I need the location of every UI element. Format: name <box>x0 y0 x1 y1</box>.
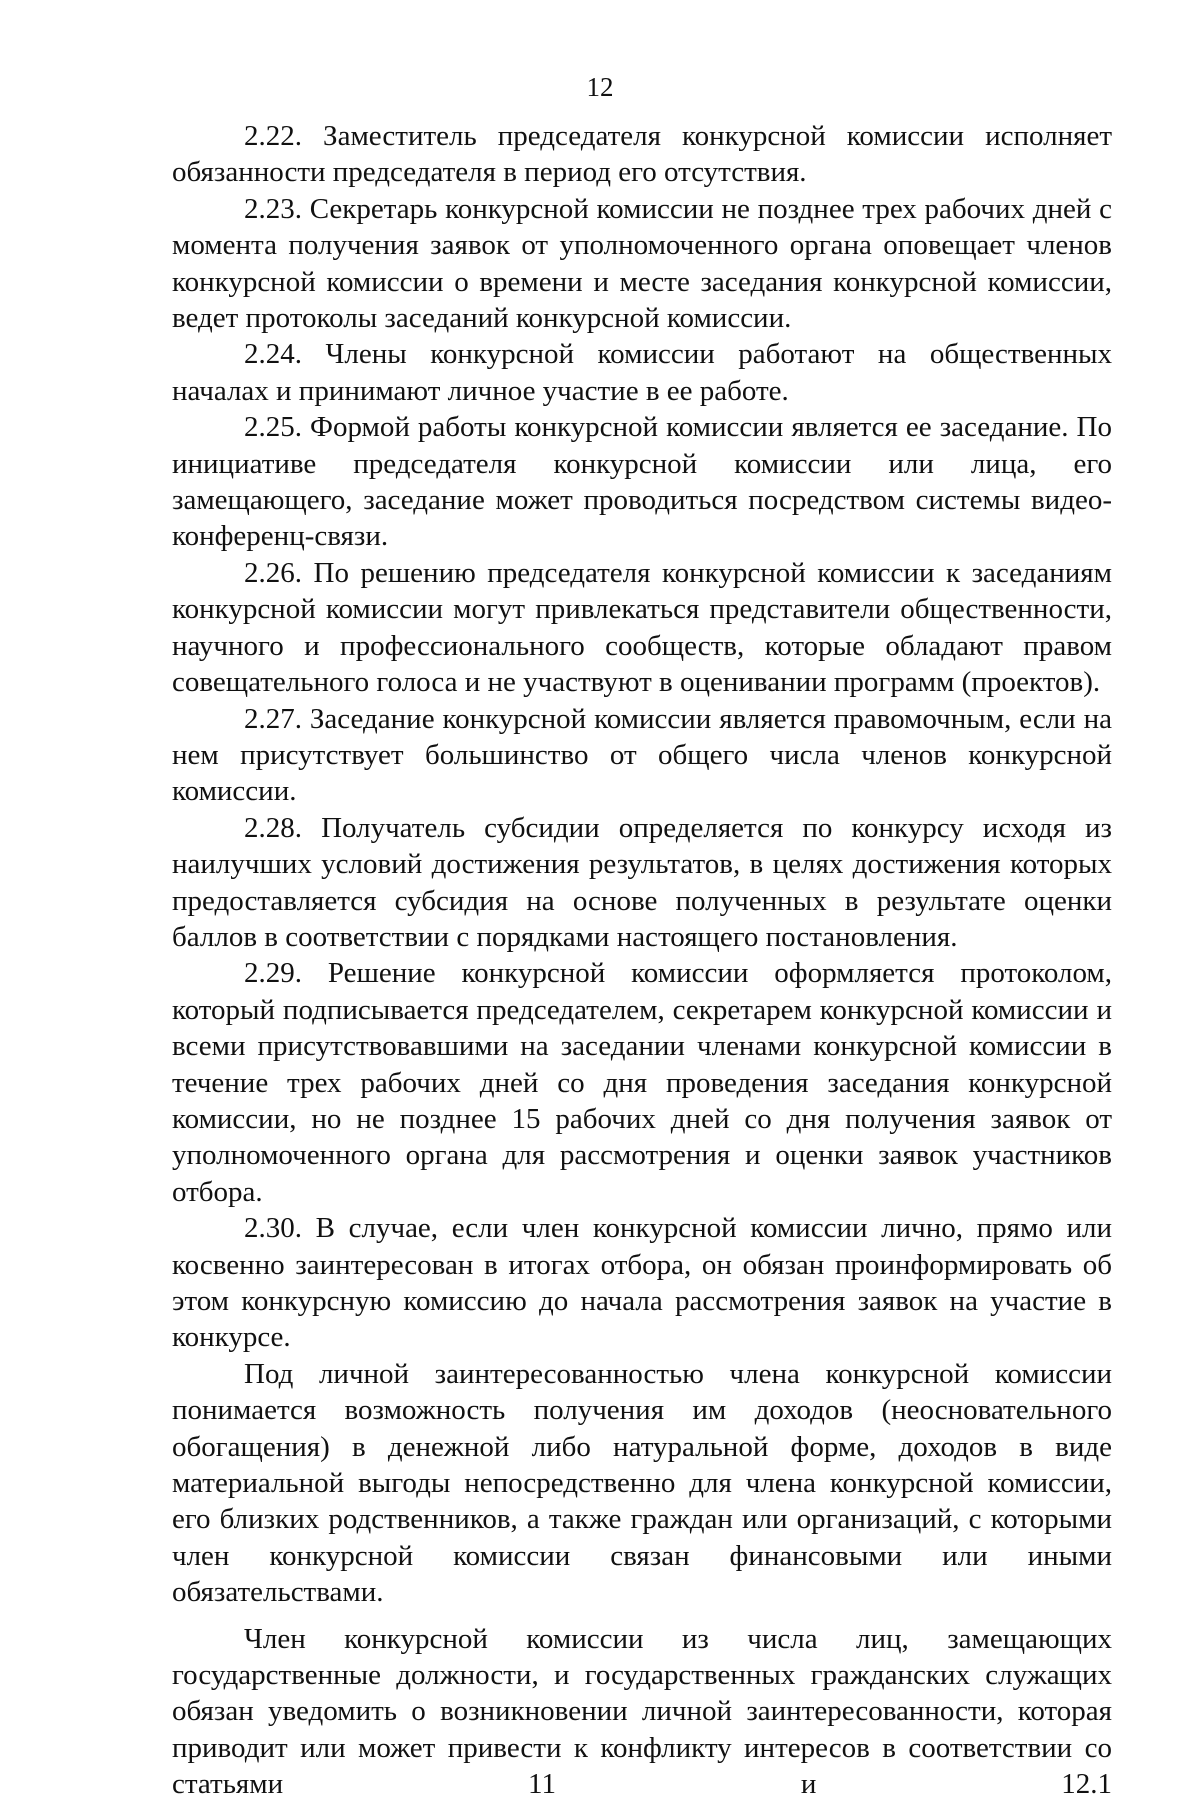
paragraph-civil-servants: Член конкурсной комиссии из числа лиц, замещающих государственные должности, и государственных гражданских служащих обязан уведомить о возникновении личной заинтересованности, которая приводит или может привести к конфликту интересов в соответствии со статьями 11 и 12.1 <box>172 1622 1112 1801</box>
paragraph-2-29: 2.29. Решение конкурсной комиссии оформляется протоколом, который подписывается председателем, секретарем конкурсной комиссии и всеми присутствовавшими на заседании членами конкурсной комиссии в течение трех рабочих дней со дня проведения заседания конкурсной комиссии, но не позднее 15 рабочих дней со дня получения заявок от уполномоченного органа для рассмотрения и оценки заявок участников отбора. <box>172 957 1112 1208</box>
page-number: 12 <box>586 72 614 102</box>
paragraph-2-30: 2.30. В случае, если член конкурсной комиссии лично, прямо или косвенно заинтересован в итогах отбора, он обязан проинформировать об этом конкурсную комиссию до начала рассмотрения заявок на участие в конкурсе. <box>172 1212 1112 1354</box>
paragraph-2-22: 2.22. Заместитель председателя конкурсной комиссии исполняет обязанности председателя в период его отсутствия. <box>172 120 1112 189</box>
paragraph-personal-interest: Под личной заинтересованностью члена конкурсной комиссии понимается возможность получения им доходов (неосновательного обогащения) в денежной либо натуральной форме, доходов в виде материальной выгоды непосредственно для члена конкурсной комиссии, его близких родственников, а также граждан или организаций, с которыми член конкурсной комиссии связан финансовыми или иными обязательствами. <box>172 1357 1112 1609</box>
paragraph-2-24: 2.24. Члены конкурсной комиссии работают на общественных началах и принимают личное участие в ее работе. <box>172 338 1112 407</box>
document-body <box>172 118 1112 1803</box>
paragraph-2-23: 2.23. Секретарь конкурсной комиссии не позднее трех рабочих дней с момента получения заявок от уполномоченного органа оповещает членов конкурсной комиссии о времени и месте заседания конкурсной комиссии, ведет протоколы заседаний конкурсной комиссии. <box>172 192 1112 335</box>
paragraph-2-28: 2.28. Получатель субсидии определяется по конкурсу исходя из наилучших условий достижения результатов, в целях достижения которых предоставляется субсидия на основе полученных в результате оценки баллов в соответствии с порядками настоящего постановления. <box>172 811 1112 953</box>
paragraph-2-27: 2.27. Заседание конкурсной комиссии является правомочным, если на нем присутствует большинство от общего числа членов конкурсной комиссии. <box>172 702 1112 808</box>
paragraph-2-26: 2.26. По решению председателя конкурсной комиссии к заседаниям конкурсной комиссии могут привлекаться представители общественности, научного и профессионального сообществ, которые обладают правом совещательного голоса и не участвуют в оценивании программ (проектов). <box>172 556 1112 699</box>
paragraph-2-25: 2.25. Формой работы конкурсной комиссии является ее заседание. По инициативе председателя конкурсной комиссии или лица, его замещающего, заседание может проводиться посредством системы видео-конференц-связи. <box>172 411 1112 553</box>
